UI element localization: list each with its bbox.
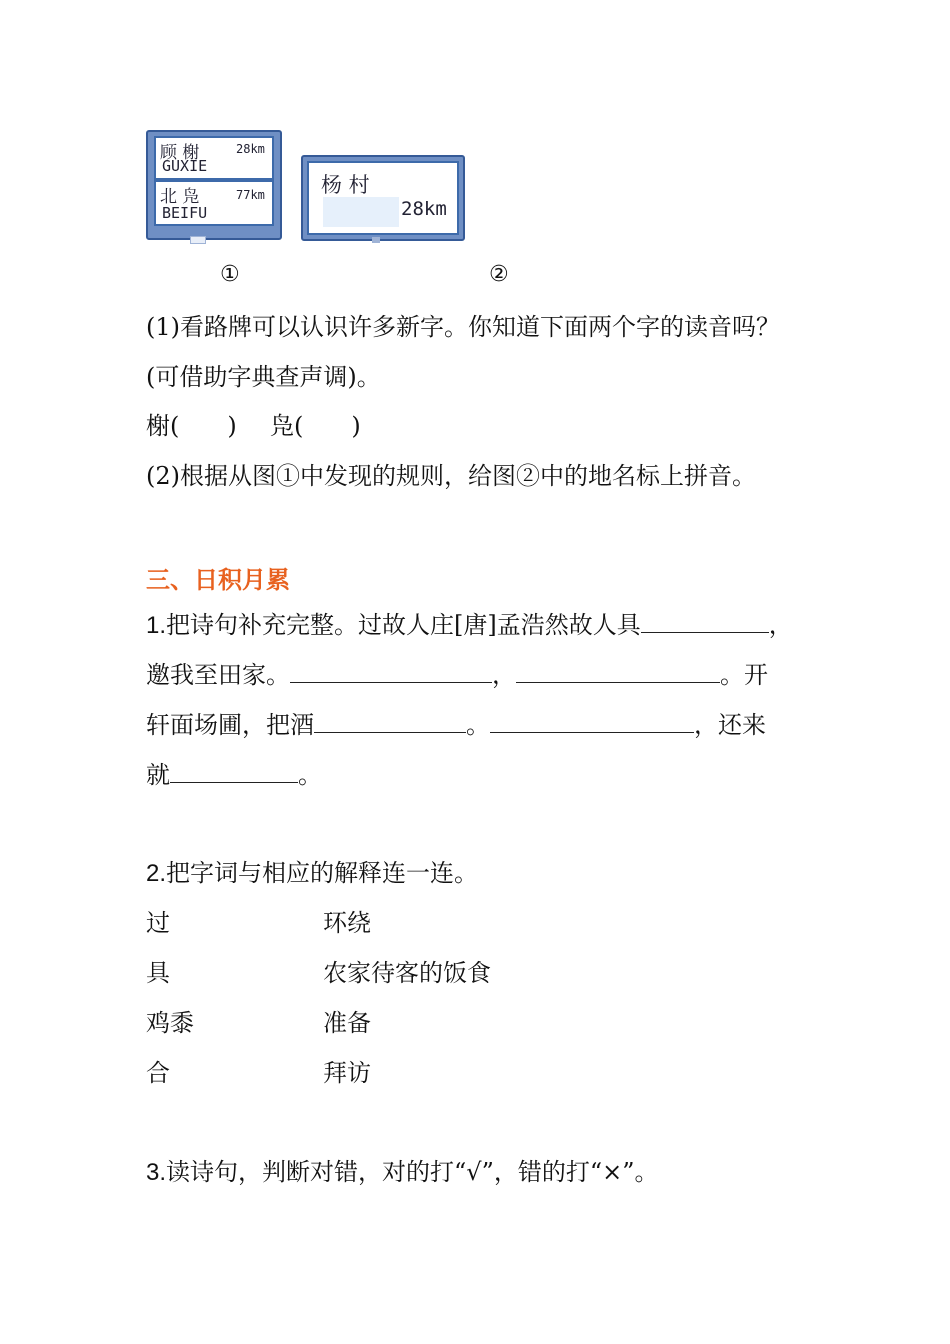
q2-text: 把字词与相应的解释连一连。 xyxy=(166,859,479,887)
sign1-row2-distance: 77km xyxy=(236,188,265,202)
fill-poem-line-2 xyxy=(146,658,768,691)
q3-number: 3. xyxy=(146,1159,167,1186)
char-fu-paren[interactable]: ( ) xyxy=(294,412,361,440)
q1-text-c: 。开 xyxy=(720,661,768,689)
match-left-3[interactable]: 鸡黍 xyxy=(146,1009,194,1037)
poem-blank-4[interactable] xyxy=(314,708,466,733)
question-1-line-1: (1)看路牌可以认识许多新字。你知道下面两个字的读音吗？ xyxy=(146,313,780,341)
poem-blank-5[interactable] xyxy=(490,708,694,733)
match-right-1[interactable]: 环绕 xyxy=(323,909,371,937)
sign2-pinyin-blank xyxy=(323,197,399,227)
q1-comma-3: ，还来 xyxy=(694,711,766,739)
road-sign-1-bottom-panel xyxy=(154,180,274,226)
road-sign-2-panel xyxy=(307,161,459,235)
sign1-row2-pinyin: BEIFU xyxy=(162,204,208,222)
sign2-distance: 28km xyxy=(401,198,447,220)
char-xie: 榭 xyxy=(146,412,170,440)
sign1-row1-pinyin: GUXIE xyxy=(162,157,208,175)
sign1-row2-chars: 北 凫 xyxy=(160,187,200,207)
q1-period-1: 。 xyxy=(466,711,490,739)
char-fu: 凫 xyxy=(270,412,295,440)
poem-blank-3[interactable] xyxy=(516,658,720,683)
sign1-row1-distance: 28km xyxy=(236,142,265,156)
poem-blank-2[interactable] xyxy=(290,658,492,683)
match-left-4[interactable]: 合 xyxy=(146,1059,170,1087)
q1-text-e: 就 xyxy=(146,761,170,789)
figure-label-2: ② xyxy=(489,262,509,287)
road-sign-2 xyxy=(301,155,465,241)
match-right-3[interactable]: 准备 xyxy=(323,1009,371,1037)
poem-blank-1[interactable] xyxy=(641,608,769,633)
question-2: (2)根据从图①中发现的规则，给图②中的地名标上拼音。 xyxy=(146,462,756,490)
road-sign-2-post xyxy=(372,237,380,243)
match-left-1[interactable]: 过 xyxy=(146,909,170,937)
fill-poem-line-3 xyxy=(146,708,766,741)
figure-label-1: ① xyxy=(220,262,240,287)
char-xie-paren[interactable]: ( ) xyxy=(170,412,237,440)
q2-number: 2. xyxy=(146,860,167,887)
q1-comma-2: ， xyxy=(492,661,516,689)
q1-text-a: 把诗句补充完整。过故人庄[唐]孟浩然故人具 xyxy=(166,611,641,639)
poem-blank-6[interactable] xyxy=(170,758,298,783)
q1-period-2: 。 xyxy=(298,761,322,789)
road-sign-1-top-panel xyxy=(154,136,274,180)
match-right-4[interactable]: 拜访 xyxy=(323,1059,371,1087)
q1-comma-1: ， xyxy=(768,611,793,639)
section-heading: 三、日积月累 xyxy=(146,566,290,594)
match-right-2[interactable]: 农家待客的饭食 xyxy=(323,959,491,987)
q3-text: 读诗句，判断对错，对的打“√”，错的打“×”。 xyxy=(166,1158,659,1186)
match-left-2[interactable]: 具 xyxy=(146,959,170,987)
sign2-chars: 杨 村 xyxy=(321,173,370,197)
q1-text-b: 邀我至田家。 xyxy=(146,661,290,689)
road-sign-1 xyxy=(146,130,282,240)
fill-poem-line-4 xyxy=(146,758,322,791)
question-1-line-2: (可借助字典查声调)。 xyxy=(146,363,381,391)
sign1-row1-chars: 顾 榭 xyxy=(160,143,200,163)
fill-poem-line-1 xyxy=(146,608,793,642)
true-false-question xyxy=(146,1156,659,1189)
q1-text-d: 轩面场圃，把酒 xyxy=(146,711,314,739)
matching-question xyxy=(146,857,478,890)
pronunciation-blanks xyxy=(146,410,361,442)
road-sign-1-post xyxy=(190,236,206,244)
q1-number: 1. xyxy=(146,612,167,639)
